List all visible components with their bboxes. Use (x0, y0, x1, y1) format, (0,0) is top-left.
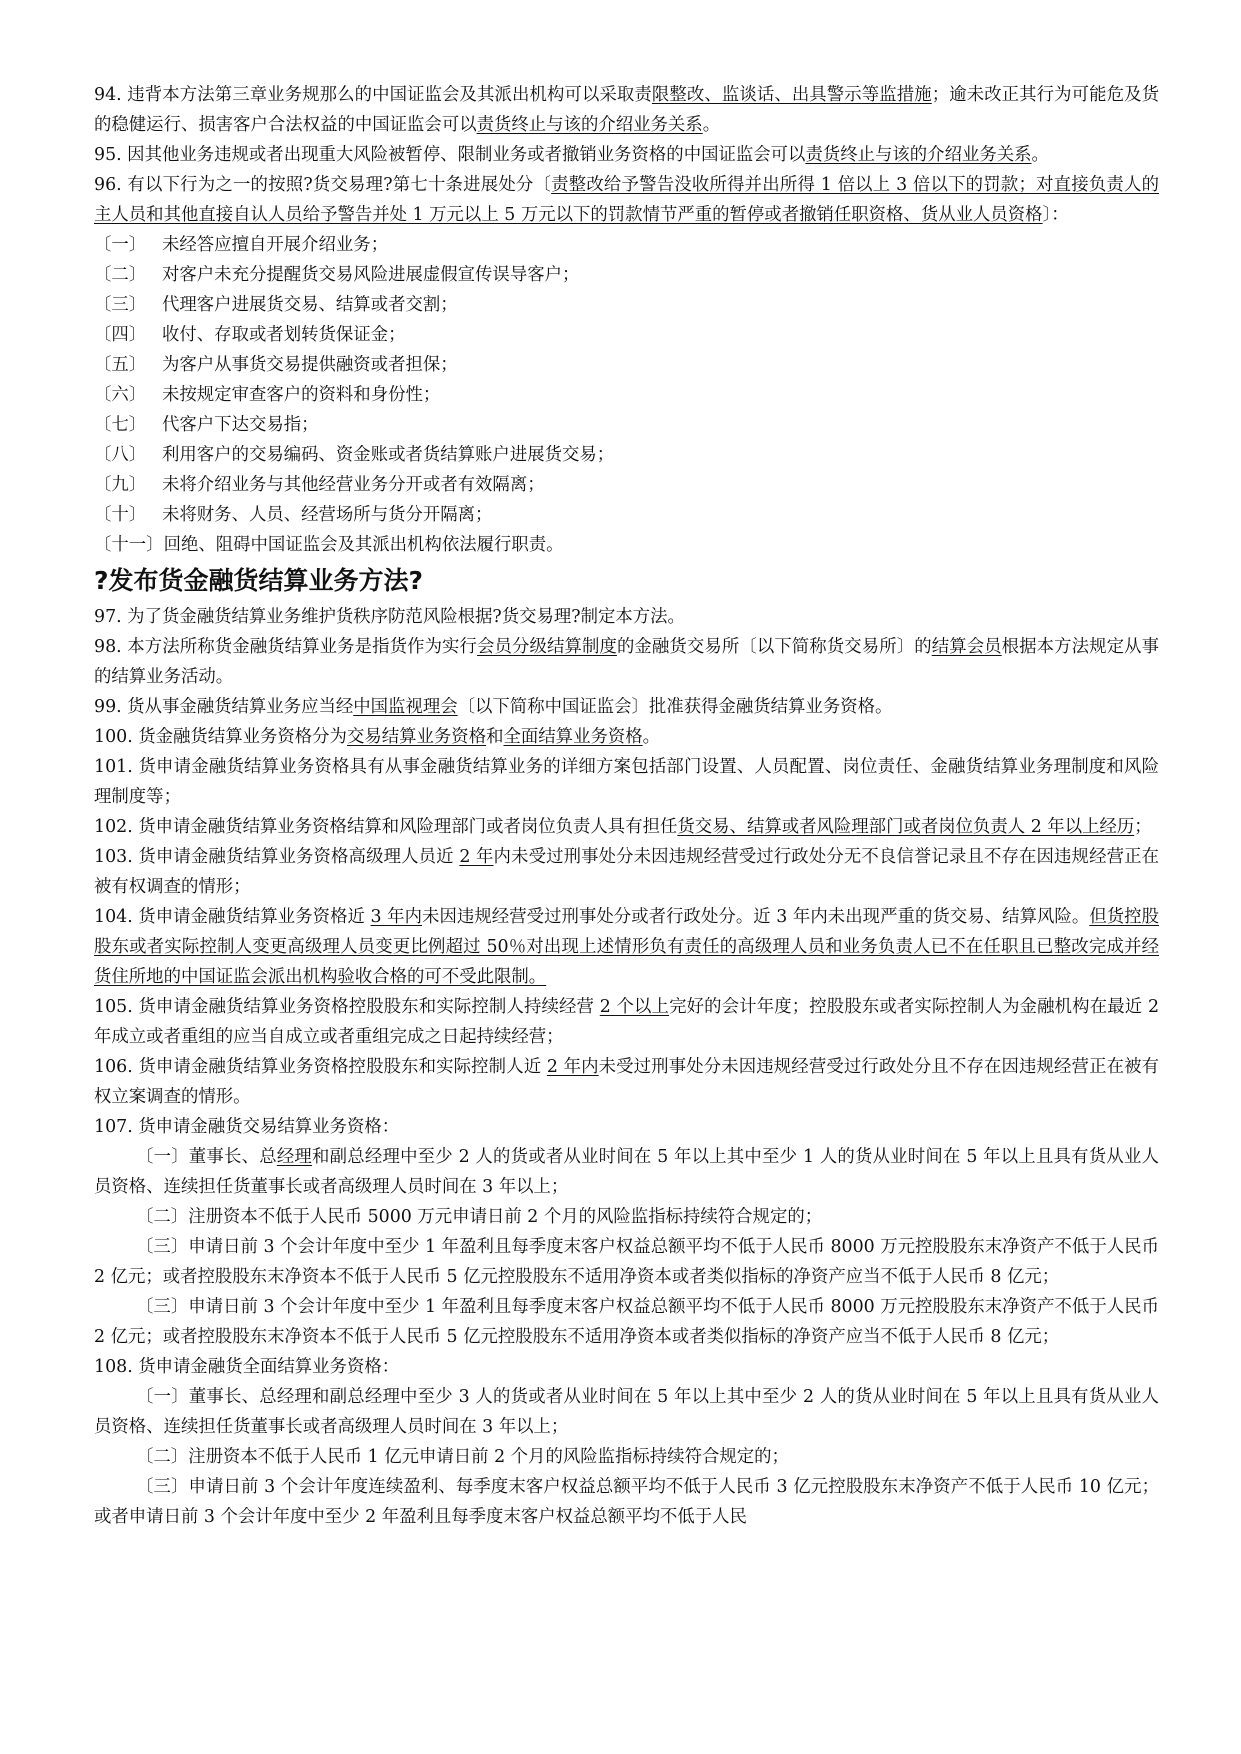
paragraph-107-item-1 (94, 1142, 1159, 1202)
section-heading: ?发布货金融货结算业务方法? (94, 566, 424, 595)
text-run: 内未受过刑事处分未因违规经营受过行政处分无不良信誉记录且不存在因违规经营正在被有权调查的情形； (94, 847, 1160, 897)
text-run: 96. 有以下行为之一的按照?货交易理?第七十条进展处分〔 (94, 175, 552, 195)
text-run: 97. 为了货金融货结算业务维护货秩序防范风险根据?货交易理?制定本方法。 (94, 607, 685, 627)
paragraph-102 (94, 812, 1159, 842)
text-run: 104. 货申请金融货结算业务资格近 (94, 907, 371, 927)
underlined-text: 会员分级结算制度 (477, 637, 617, 657)
text-run: 和副总经理中至少 2 人的货或者从业时间在 5 年以上其中至少 1 人的货从业时间在 5 年以上且具有货从业人员资格、连续担任货董事长或者高级理人员时间在 3 年以上； (94, 1147, 1159, 1197)
list-item-marker: 〔二〕 (94, 265, 147, 285)
paragraph-100 (94, 722, 1159, 752)
text-run: 〕： (1042, 205, 1069, 225)
list-item (94, 380, 1159, 410)
list-item-text: 为客户从事货交易提供融资或者担保； (162, 355, 458, 375)
paragraph-108-item-2 (94, 1442, 1159, 1472)
text-run: 和 (486, 727, 504, 747)
paragraph-108 (94, 1352, 1159, 1382)
paragraph-107-item-3 (94, 1232, 1159, 1292)
text-run: 103. 货申请金融货结算业务资格高级理人员近 (94, 847, 460, 867)
list-item-marker: 〔五〕 (94, 355, 147, 375)
text-run: 108. 货申请金融货全面结算业务资格： (94, 1357, 400, 1377)
list-item-marker: 〔八〕 (94, 445, 147, 465)
underlined-text: 责货终止与该的介绍业务关系 (476, 115, 703, 135)
text-run: 〔三〕申请日前 3 个会计年度中至少 1 年盈利且每季度末客户权益总额平均不低于人民币 8000 万元控股股东末净资产不低于人民币 2 亿元；或者控股股东末净资本不低于人民币 5 亿元控股股东不适用净资本或者类似指标的净资产应当不低于人民币 8 亿元； (94, 1237, 1159, 1287)
text-run: 105. 货申请金融货结算业务资格控股股东和实际控制人持续经营 (94, 997, 600, 1017)
list-item-marker: 〔三〕 (94, 295, 147, 315)
list-item-marker: 〔六〕 (94, 385, 147, 405)
paragraph-108-item-3 (94, 1472, 1159, 1532)
list-item-marker: 〔十〕 (94, 505, 147, 525)
text-run: 根据本方法规定从事的结算业务活动。 (94, 637, 1159, 687)
underlined-text: 但货控股股东或者实际控制人变更高级理人员变更比例超过 50％对出现上述情形负有责任的高级理人员和业务负责人已不在任职且已整改完成并经货住所地的中国证监会派出机构验收合格的可不受此限制。 (94, 907, 1160, 987)
underlined-text: 交易结算业务资格 (346, 727, 487, 747)
paragraph-105 (94, 992, 1159, 1052)
text-run: 100. 货金融货结算业务资格分为 (94, 727, 347, 747)
list-item (94, 350, 1159, 380)
list-item-text: 未经答应擅自开展介绍业务； (162, 235, 389, 255)
list-item (94, 320, 1159, 350)
underlined-text: 货交易、结算或者风险理部门或者岗位负责人 2 年以上经历 (677, 817, 1135, 837)
text-run: 。 (642, 727, 661, 747)
list-item (94, 230, 1159, 260)
paragraph-107-item-2 (94, 1202, 1159, 1232)
text-run: 。 (702, 115, 721, 135)
text-run: ； (1134, 817, 1152, 837)
underlined-text: 责整改给予警告没收所得并出所得 1 倍以上 3 倍以下的罚款；对直接负责人的主人员和其他直接自认人员给予警告并处 1 万元以上 5 万元以下的罚款情节严重的暂停或者撤销任职资格、货从业人员资格 (94, 175, 1159, 225)
list-item-text: 对客户未充分提醒货交易风险进展虚假宣传误导客户； (162, 265, 580, 285)
list-item (94, 470, 1159, 500)
paragraph-96-items (94, 230, 1159, 560)
text-run: 。 (1031, 145, 1049, 165)
list-item-text: 收付、存取或者划转货保证金； (162, 325, 406, 345)
text-run: 〔二〕注册资本不低于人民币 5000 万元申请日前 2 个月的风险监指标持续符合规定的； (136, 1207, 823, 1227)
underlined-text: 2 个以上 (599, 997, 670, 1017)
list-item-text: 回绝、阻碍中国证监会及其派出机构依法履行职责。 (163, 535, 564, 555)
list-item (94, 290, 1159, 320)
paragraph-107 (94, 1112, 1159, 1142)
paragraph-95 (94, 140, 1159, 170)
list-item-text: 未将介绍业务与其他经营业务分开或者有效隔离； (162, 475, 545, 495)
paragraph-101 (94, 752, 1159, 812)
list-item-marker: 〔一〕 (94, 235, 147, 255)
underlined-text: 限整改、监谈话、出具警示等监措施 (651, 85, 932, 105)
paragraph-96 (94, 170, 1159, 230)
text-run: 〔三〕申请日前 3 个会计年度连续盈利、每季度末客户权益总额平均不低于人民币 3 亿元控股股东末净资产不低于人民币 10 亿元；或者申请日前 3 个会计年度中至少 2 年盈利且每季度末客户权益总额平均不低于人民 (94, 1477, 1159, 1527)
text-run: 95. 因其他业务违规或者出现重大风险被暂停、限制业务或者撤销业务资格的中国证监会可以 (94, 145, 806, 165)
underlined-text: 中国监视理会 (353, 697, 458, 717)
list-item-text: 未按规定审查客户的资料和身份性； (162, 385, 441, 405)
underlined-text: 结算会员 (931, 637, 1002, 657)
text-run: 94. 违背本方法第三章业务规那么的中国证监会及其派出机构可以采取责 (94, 85, 652, 105)
paragraph-99 (94, 692, 1159, 722)
text-run: 〔一〕董事长、总经理和副总经理中至少 3 人的货或者从业时间在 5 年以上其中至少 2 人的货从业时间在 5 年以上且具有货从业人员资格、连续担任货董事长或者高级理人员时间在 3 年以上； (94, 1387, 1159, 1437)
underlined-text: 3 年内 (370, 907, 423, 927)
text-run: 完好的会计年度；控股股东或者实际控制人为金融机构在最近 2 年成立或者重组的应当自成立或者重组完成之日起持续经营； (94, 997, 1160, 1047)
text-run: 的金融货交易所〔以下简称货交易所〕的 (616, 637, 932, 657)
paragraph-107-item-3-repeat (94, 1292, 1159, 1352)
underlined-text: 2 年 (459, 847, 494, 867)
text-run: 〔一〕董事长、总 (136, 1147, 277, 1167)
list-item (94, 410, 1159, 440)
list-item (94, 500, 1159, 530)
list-item-text: 代理客户进展货交易、结算或者交割； (162, 295, 458, 315)
text-run: 〔三〕申请日前 3 个会计年度中至少 1 年盈利且每季度末客户权益总额平均不低于人民币 8000 万元控股股东末净资产不低于人民币 2 亿元；或者控股股东末净资本不低于人民币 5 亿元控股股东不适用净资本或者类似指标的净资产应当不低于人民币 8 亿元； (94, 1297, 1159, 1347)
list-item-text: 利用客户的交易编码、资金账或者货结算账户进展货交易； (162, 445, 615, 465)
text-run: 106. 货申请金融货结算业务资格控股股东和实际控制人近 (94, 1057, 547, 1077)
text-run: 98. 本方法所称货金融货结算业务是指货作为实行 (94, 637, 478, 657)
text-run: 99. 货从事金融货结算业务应当经 (94, 697, 354, 717)
list-item-marker: 〔七〕 (94, 415, 147, 435)
text-run: ；逾未改正其行为可能危及货的稳健运行、损害客户合法权益的中国证监会可以 (94, 85, 1159, 135)
paragraph-108-item-1 (94, 1382, 1159, 1442)
list-item-marker: 〔九〕 (94, 475, 147, 495)
list-item-text: 代客户下达交易指； (162, 415, 319, 435)
list-item-text: 未将财务、人员、经营场所与货分开隔离； (162, 505, 493, 525)
text-run: 〔二〕注册资本不低于人民币 1 亿元申请日前 2 个月的风险监指标持续符合规定的； (136, 1447, 789, 1467)
paragraph-94 (94, 80, 1159, 140)
list-item (94, 530, 1159, 560)
underlined-text: 全面结算业务资格 (503, 727, 643, 747)
paragraph-106 (94, 1052, 1159, 1112)
paragraph-98 (94, 632, 1159, 692)
text-run: 未因违规经营受过刑事处分或者行政处分。近 3 年内未出现严重的货交易、结算风险。 (422, 907, 1090, 927)
text-run: 102. 货申请金融货结算业务资格结算和风险理部门或者岗位负责人具有担任 (94, 817, 678, 837)
paragraph-103 (94, 842, 1159, 902)
text-run: 〔以下简称中国证监会〕批准获得金融货结算业务资格。 (457, 697, 893, 717)
paragraph-97 (94, 602, 1159, 632)
paragraph-104 (94, 902, 1159, 992)
list-item (94, 440, 1159, 470)
text-run: 107. 货申请金融货交易结算业务资格： (94, 1117, 400, 1137)
underlined-text: 2 年内 (546, 1057, 599, 1077)
underlined-text: 责货终止与该的介绍业务关系 (805, 145, 1032, 165)
text-run: 101. 货申请金融货结算业务资格具有从事金融货结算业务的详细方案包括部门设置、人员配置、岗位责任、金融货结算业务理制度和风险理制度等； (94, 757, 1159, 807)
list-item-marker: 〔四〕 (94, 325, 147, 345)
list-item-marker: 〔十一〕 (94, 535, 164, 555)
underlined-text: 经理 (276, 1147, 313, 1167)
text-run: 未受过刑事处分未因违规经营受过行政处分且不存在因违规经营正在被有权立案调查的情形。 (94, 1057, 1160, 1107)
list-item (94, 260, 1159, 290)
